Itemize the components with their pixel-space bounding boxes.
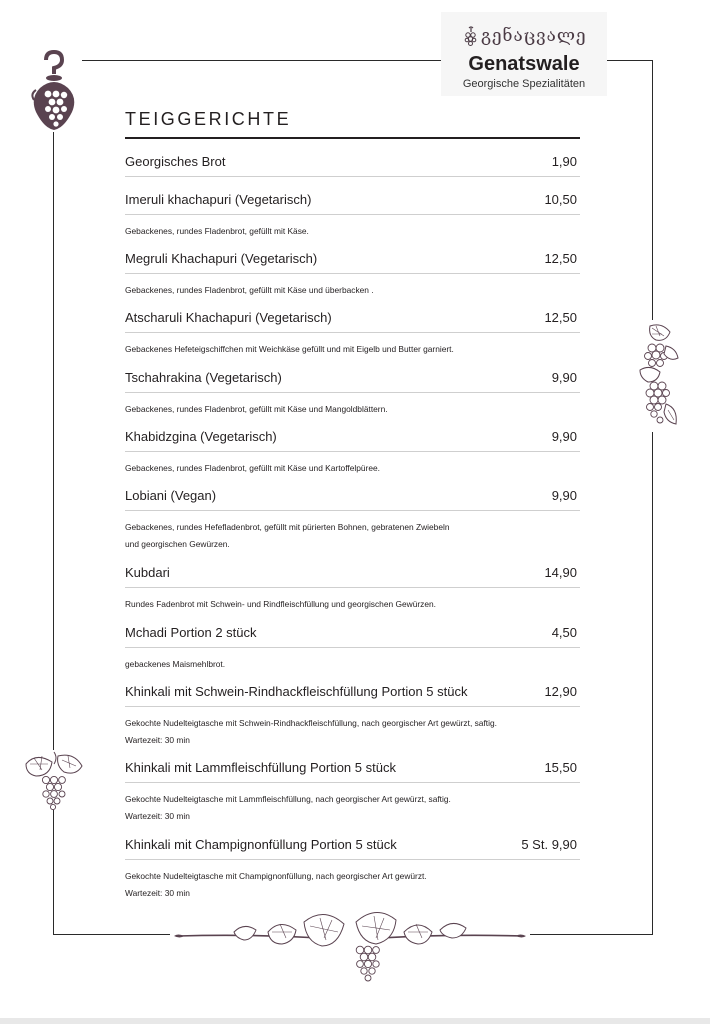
grape-vine-left-icon (22, 750, 86, 810)
grape-logo-icon (463, 26, 479, 48)
item-price: 12,50 (544, 251, 577, 266)
item-description: Gebackenes, rundes Fladenbrot, gefüllt mit Käse und überbacken . (125, 285, 374, 295)
item-name: Lobiani (Vegan) (125, 488, 217, 503)
title-divider (125, 137, 580, 139)
restaurant-logo (441, 12, 607, 96)
menu-item (125, 837, 580, 898)
item-name: Mchadi Portion 2 stück (125, 625, 257, 640)
item-price: 10,50 (544, 192, 577, 207)
item-name: Tschahrakina (Vegetarisch) (125, 370, 282, 385)
item-description: Gekochte Nudelteigtasche mit Lammfleischfüllung, nach georgischer Art gewürzt, saftig. Wartezeit: 30 min (125, 794, 451, 821)
item-divider (125, 332, 580, 333)
item-description: Gebackenes, rundes Hefefladenbrot, gefüllt mit pürierten Bohnen, gebratenen Zwiebeln und georgischen Gewürzen. (125, 522, 450, 549)
item-name: Atscharuli Khachapuri (Vegetarisch) (125, 310, 332, 325)
item-divider (125, 451, 580, 452)
menu-item (125, 370, 580, 414)
item-name: Khinkali mit Champignonfüllung Portion 5 stück (125, 837, 397, 852)
item-description: Gebackenes Hefeteigschiffchen mit Weichkäse gefüllt und mit Eigelb und Butter garniert. (125, 344, 454, 354)
menu-item (125, 760, 580, 821)
item-name: Megruli Khachapuri (Vegetarisch) (125, 251, 318, 266)
logo-tagline: Georgische Spezialitäten (462, 78, 586, 90)
item-name: Imeruli khachapuri (Vegetarisch) (125, 192, 312, 207)
item-divider (125, 859, 580, 860)
grape-vine-right-icon (630, 320, 682, 432)
item-name: Georgisches Brot (125, 154, 226, 169)
item-price: 14,90 (544, 565, 577, 580)
item-price: 1,90 (551, 154, 577, 169)
grape-jug-icon (26, 48, 82, 134)
item-price: 5 St. 9,90 (521, 837, 577, 852)
item-price: 9,90 (551, 370, 577, 385)
item-description: Gekochte Nudelteigtasche mit Champignonfüllung, nach georgischer Art gewürzt. Wartezeit: 30 min (125, 871, 427, 898)
page-bottom-strip (0, 1018, 710, 1024)
item-divider (125, 587, 580, 588)
item-description: Gebackenes, rundes Fladenbrot, gefüllt mit Käse und Mangoldblättern. (125, 404, 388, 414)
item-description: Rundes Fadenbrot mit Schwein- und Rindfleischfüllung und georgischen Gewürzen. (125, 599, 436, 609)
item-price: 12,90 (544, 684, 577, 699)
menu-item (125, 154, 580, 176)
menu-item (125, 565, 580, 609)
item-price: 12,50 (544, 310, 577, 325)
item-name: Khinkali mit Lammfleischfüllung Portion 5 stück (125, 760, 396, 775)
item-name: Kubdari (125, 565, 170, 580)
item-divider (125, 782, 580, 783)
item-description: Gekochte Nudelteigtasche mit Schwein-Rindhackfleischfüllung, nach georgischer Art gewürzt, saftig. Wartezeit: 30 min (125, 718, 497, 745)
item-divider (125, 510, 580, 511)
grape-garland-icon (170, 908, 530, 988)
item-divider (125, 214, 580, 215)
item-price: 15,50 (544, 760, 577, 775)
item-description: Gebackenes, rundes Fladenbrot, gefüllt mit Käse und Kartoffelpüree. (125, 463, 380, 473)
item-price: 4,50 (551, 625, 577, 640)
menu-item (125, 429, 580, 473)
item-price: 9,90 (551, 429, 577, 444)
item-name: Khinkali mit Schwein-Rindhackfleischfüllung Portion 5 stück (125, 684, 468, 699)
item-description: Gebackenes, rundes Fladenbrot, gefüllt mit Käse. (125, 226, 309, 236)
item-divider (125, 176, 580, 177)
logo-script: გენაცვალე (481, 26, 587, 46)
item-divider (125, 392, 580, 393)
item-name: Khabidzgina (Vegetarisch) (125, 429, 277, 444)
menu-item (125, 625, 580, 669)
section-title: TEIGGERICHTE (125, 109, 292, 129)
item-divider (125, 647, 580, 648)
menu-item (125, 192, 580, 236)
menu-item (125, 684, 580, 745)
logo-name: Genatswale (468, 53, 580, 75)
item-divider (125, 273, 580, 274)
item-description: gebackenes Maismehlbrot. (125, 659, 226, 669)
item-price: 9,90 (551, 488, 577, 503)
item-divider (125, 706, 580, 707)
menu-item (125, 488, 580, 549)
menu-item (125, 251, 580, 295)
menu-item (125, 310, 580, 354)
